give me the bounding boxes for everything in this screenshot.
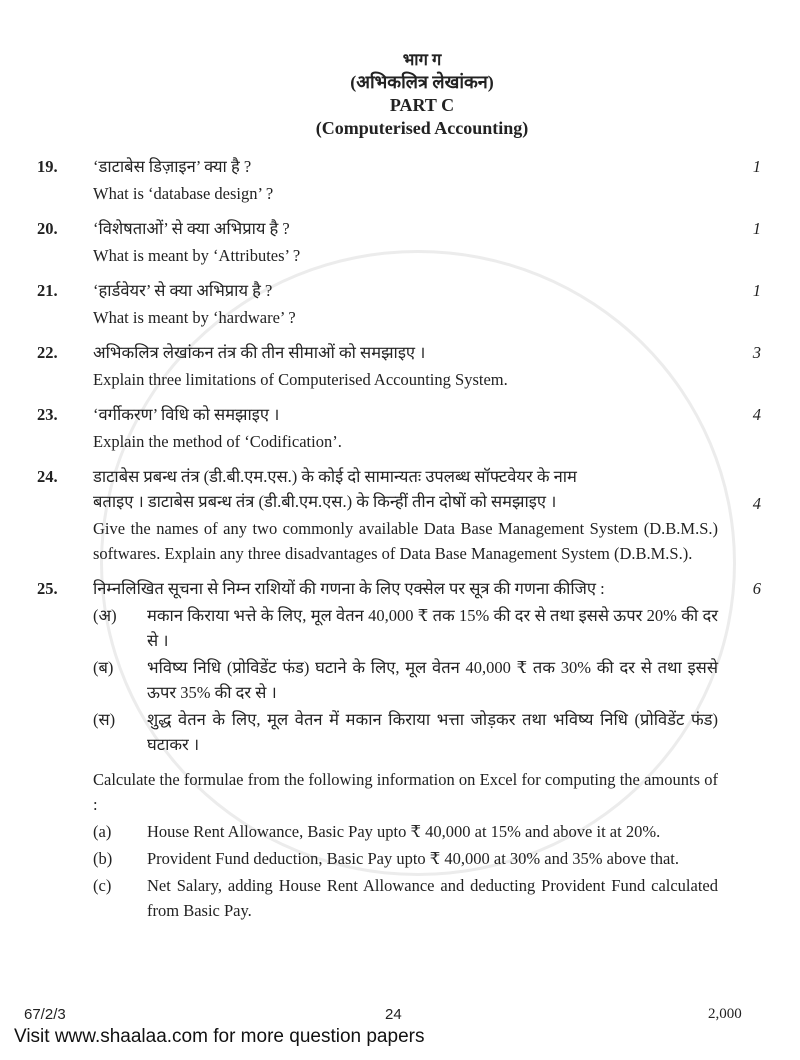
- question-24: [37, 464, 767, 566]
- hindi-subheading: (अभिकलित्र लेखांकन): [350, 72, 494, 92]
- question-21: [37, 278, 767, 330]
- question-hindi: ‘वर्गीकरण’ विधि को समझाइए ।: [93, 405, 280, 424]
- sub-item-label: (a): [93, 822, 112, 841]
- question-english: Give the names of any two commonly available Data Base Management System (D.B.M.S.) softwares. Explain any three disadvantages of Data Base Management System (D.B.M.S.).: [93, 519, 718, 563]
- question-hindi-line2: बताइए । डाटाबेस प्रबन्ध तंत्र (डी.बी.एम.एस.) के किन्हीं तीन दोषों को समझाइए ।: [93, 492, 557, 511]
- hindi-part-heading: भाग ग: [402, 50, 442, 69]
- question-22: [37, 340, 767, 392]
- question-english: What is meant by ‘Attributes’ ?: [93, 246, 301, 265]
- question-number: 19.: [37, 157, 58, 176]
- sub-item-label: (c): [93, 876, 112, 895]
- question-hindi-line1: डाटाबेस प्रबन्ध तंत्र (डी.बी.एम.एस.) के कोई दो सामान्यतः उपलब्ध सॉफ्टवेयर के नाम: [93, 467, 577, 486]
- sub-item-label: (स): [93, 710, 116, 729]
- copies-count: 2,000: [708, 1006, 742, 1022]
- question-marks: 4: [752, 494, 761, 513]
- question-hindi: निम्नलिखित सूचना से निम्न राशियों की गणना के लिए एक्सेल पर सूत्र की गणना कीजिए :: [93, 579, 605, 598]
- sub-item-text: भविष्य निधि (प्रोविडेंट फंड) घटाने के लिए, मूल वेतन 40,000 ₹ तक 30% की दर से तथा इससे ऊपर 35% की दर से ।: [147, 658, 718, 702]
- question-marks: 4: [752, 405, 761, 424]
- paper-content: [37, 48, 767, 923]
- sub-item-text: मकान किराया भत्ते के लिए, मूल वेतन 40,000 ₹ तक 15% की दर से तथा इससे ऊपर 20% की दर से ।: [147, 606, 718, 650]
- question-hindi: ‘हार्डवेयर’ से क्या अभिप्राय है ?: [93, 281, 273, 300]
- question-number: 22.: [37, 343, 58, 362]
- question-20: [37, 216, 767, 268]
- sub-item-label: (ब): [93, 658, 114, 677]
- question-number: 21.: [37, 281, 58, 300]
- question-marks: 1: [752, 219, 761, 238]
- part-heading: PART C: [389, 95, 455, 115]
- visit-link[interactable]: Visit www.shaalaa.com for more question papers: [14, 1026, 425, 1047]
- question-19: [37, 154, 767, 206]
- question-marks: 3: [752, 343, 761, 362]
- sub-item: [93, 655, 718, 705]
- sub-item: [93, 603, 718, 653]
- question-marks: 1: [752, 157, 761, 176]
- question-23: [37, 402, 767, 454]
- part-subtitle: (Computerised Accounting): [315, 118, 529, 138]
- sub-item-text: Provident Fund deduction, Basic Pay upto ₹ 40,000 at 30% and 35% above that.: [147, 849, 680, 868]
- question-english: Explain the method of ‘Codification’.: [93, 432, 342, 451]
- sub-item: [93, 846, 718, 871]
- sub-item: [93, 819, 718, 844]
- question-hindi: अभिकलित्र लेखांकन तंत्र की तीन सीमाओं को समझाइए ।: [93, 343, 426, 362]
- question-number: 25.: [37, 579, 58, 598]
- question-marks: 6: [752, 579, 761, 598]
- sub-item-text: Net Salary, adding House Rent Allowance and deducting Provident Fund calculated from Basic Pay.: [147, 876, 718, 920]
- sub-item-label: (b): [93, 849, 113, 868]
- question-number: 24.: [37, 467, 58, 486]
- sub-item-label: (अ): [93, 606, 117, 625]
- question-number: 20.: [37, 219, 58, 238]
- sub-item: [93, 707, 718, 757]
- sub-item-text: शुद्ध वेतन के लिए, मूल वेतन में मकान किराया भत्ता जोड़कर तथा भविष्य निधि (प्रोविडेंट फंड) घटाकर ।: [147, 710, 718, 754]
- question-25: [37, 576, 767, 923]
- sub-item: [93, 873, 718, 923]
- question-hindi: ‘विशेषताओं’ से क्या अभिप्राय है ?: [93, 219, 290, 238]
- page-number: 24: [385, 1006, 402, 1023]
- question-number: 23.: [37, 405, 58, 424]
- question-english: Explain three limitations of Computerised Accounting System.: [93, 370, 508, 389]
- page-footer: [0, 1006, 800, 1060]
- question-english: Calculate the formulae from the following information on Excel for computing the amounts of :: [93, 770, 718, 814]
- question-marks: 1: [752, 281, 761, 300]
- paper-code: 67/2/3: [24, 1006, 66, 1023]
- question-hindi: ‘डाटाबेस डिज़ाइन’ क्या है ?: [93, 157, 252, 176]
- question-english: What is meant by ‘hardware’ ?: [93, 308, 296, 327]
- question-english: What is ‘database design’ ?: [93, 184, 274, 203]
- sub-item-text: House Rent Allowance, Basic Pay upto ₹ 40,000 at 15% and above it at 20%.: [147, 822, 661, 841]
